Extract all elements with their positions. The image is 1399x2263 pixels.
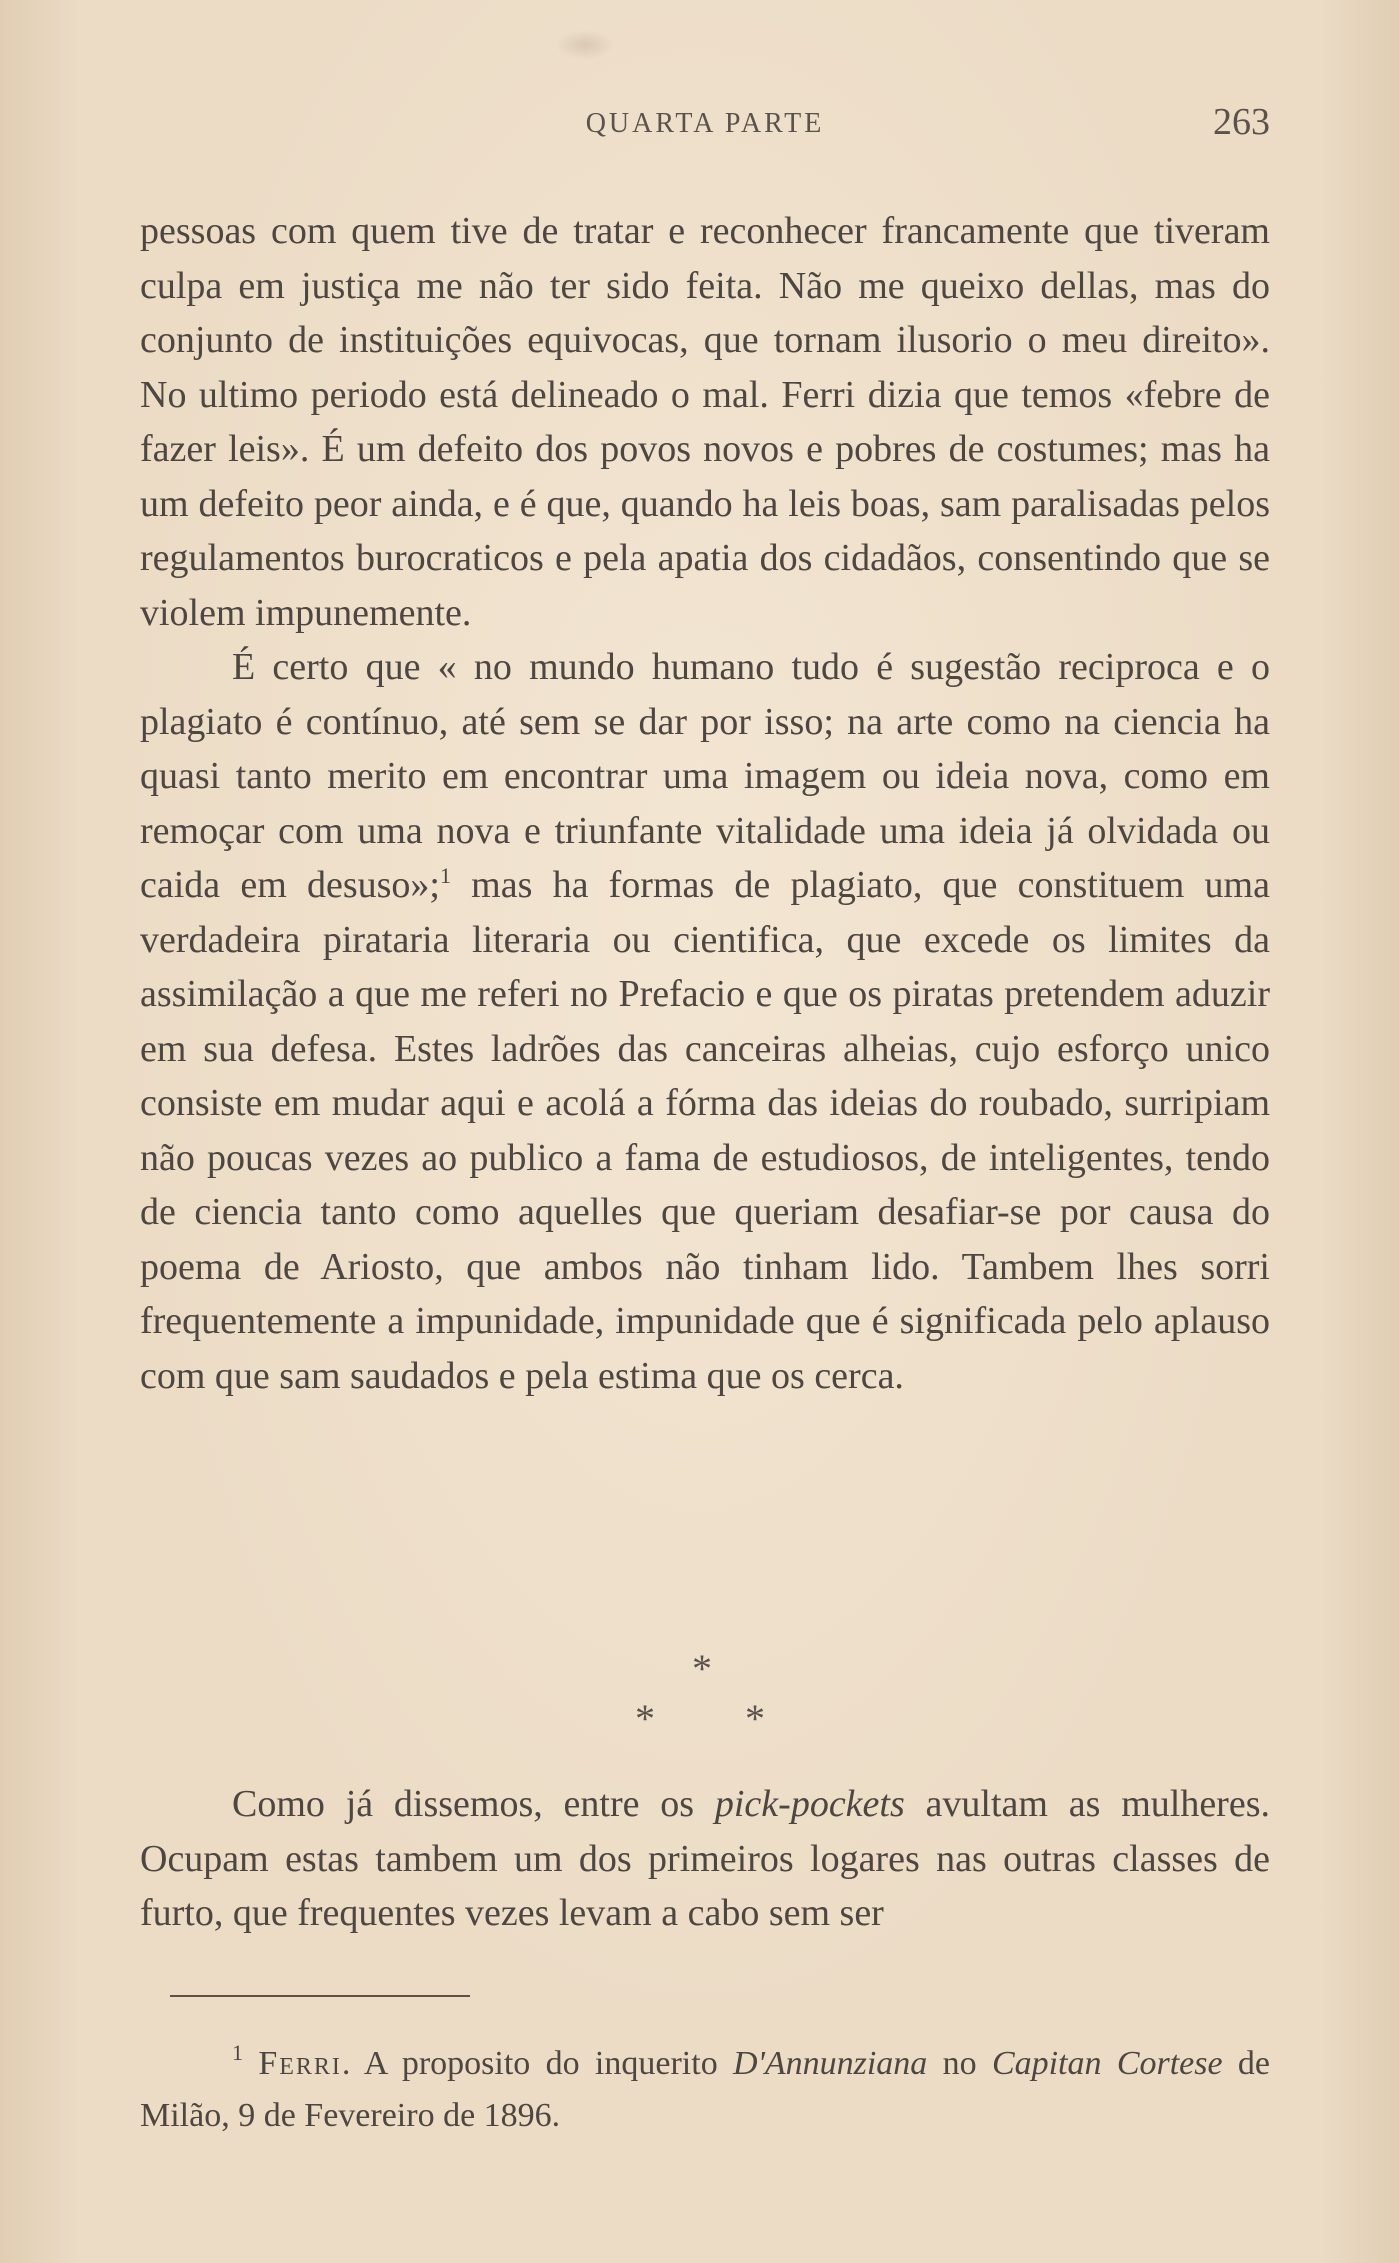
asterism-star-left: * bbox=[635, 1696, 655, 1741]
section-text bbox=[140, 1777, 1270, 1941]
paragraph-3-part-1: Como já dissemos, entre os bbox=[232, 1783, 715, 1825]
page-number: 263 bbox=[1213, 101, 1270, 143]
footnote-part-2: no bbox=[927, 2045, 992, 2082]
paragraph-2 bbox=[140, 640, 1270, 1403]
running-head bbox=[140, 100, 1270, 150]
footnote-part-1: . A proposito do inquerito bbox=[341, 2045, 734, 2082]
asterism-divider bbox=[600, 1645, 800, 1741]
paragraph-1: pessoas com quem tive de tratar e reconhecer francamente que tiveram culpa em justiça me não ter sido feita. Não me queixo dellas, mas do conjunto de instituições equivocas, que tornam ilusorio o meu direito». No ultimo periodo está delineado o mal. Ferri dizia que temos «febre de fazer leis». É um defeito dos povos novos e pobres de costumes; mas ha um defeito peor ainda, e é que, quando ha leis boas, sam paralisadas pelos regulamentos burocraticos e pela apatia dos cidadãos, consentindo que se violem impunemente. bbox=[140, 210, 1270, 634]
footnote-text bbox=[140, 2038, 1270, 2142]
paragraph-3 bbox=[140, 1777, 1270, 1941]
paper-stain bbox=[555, 30, 615, 60]
asterism-star-right: * bbox=[745, 1696, 765, 1741]
footnote-reference: 1 bbox=[439, 863, 451, 888]
paragraph-2-part-1: É certo que « no mundo humano tudo é sugestão reciproca e o plagiato é contínuo, até sem se dar por isso; na arte como na ciencia ha quasi tanto merito em encontrar uma imagem ou ideia nova, como em remoçar com uma nova e triunfante vitalidade uma ideia já olvidada ou caida em desuso»; bbox=[140, 646, 1270, 906]
footnote bbox=[140, 2038, 1270, 2142]
footnote-author: Ferri bbox=[258, 2045, 342, 2082]
footnote-divider bbox=[170, 1995, 470, 1997]
footnote-part-3: de Milão, 9 de Fevereiro de 1896. bbox=[140, 2045, 1271, 2134]
paragraph-3-part-2: avultam as mulheres. Ocupam estas tambem um dos primeiros logares nas outras classes de furto, que frequentes vezes levam a cabo sem ser bbox=[140, 1783, 1270, 1934]
footnote-marker: 1 bbox=[232, 2040, 243, 2065]
asterism-star-top: * bbox=[692, 1646, 712, 1691]
main-text bbox=[140, 204, 1270, 1403]
italic-term: pick-pockets bbox=[714, 1783, 905, 1825]
paragraph-2-part-2: mas ha formas de plagiato, que constituem uma verdadeira pirataria literaria ou cientifica, que excede os limites da assimilação a que me referi no Prefacio e que os piratas pretendem aduzir em sua defesa. Estes ladrões das canceiras alheias, cujo esforço unico consiste em mudar aqui e acolá a fórma das ideias do roubado, surripiam não poucas vezes ao publico a fama de estudiosos, de inteligentes, tendo de ciencia tanto como aquelles que queriam desafiar-se por causa do poema de Ariosto, que ambos não tinham lido. Tambem lhes sorri frequentemente a impunidade, impunidade que é significada pelo aplauso com que sam saudados e pela estima que os cerca. bbox=[140, 864, 1270, 1397]
footnote-title: D'Annunziana bbox=[733, 2045, 928, 2082]
footnote-publication: Capitan Cortese bbox=[991, 2045, 1223, 2082]
running-title: QUARTA PARTE bbox=[585, 108, 825, 139]
